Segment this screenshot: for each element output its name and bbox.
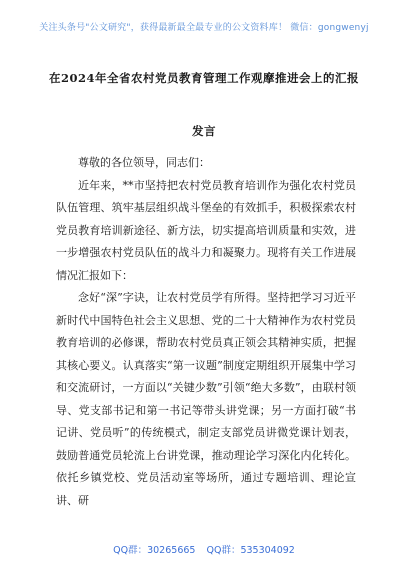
qq-group-2: QQ群：535304092 (206, 545, 295, 556)
paragraph-section-1: 念好“深”字诀，让农村党员学有所得。坚持把学习习近平新时代中国特色社会主义思想、党的二十大精神作为农村党员教育培训的必修课，帮助农村党员真正领会其精神实质，把握其核心要义。认真落实“第一议题”制度定期组织开展集中学习和交流研讨，一方面以“关键少数”引领“绝大多数”，由联村领导、党支部书记和第一书记等带头讲党课；另一方面打破“书记讲、党员听”的传统模式，制定支部党员讲微党课计划表，鼓励普通党员轮流上台讲党课，推动理论学习深化内化转化。依托乡镇党校、党员活动室等场所，通过专题培训、理论宣讲、研 (56, 291, 356, 507)
paragraph-intro: 近年来，**市坚持把农村党员教育培训作为强化农村党员队伍管理、筑牢基层组织战斗堡垒的有效抓手，积极探索农村党员教育培训新途径、新方法，切实提高培训质量和实效，进一步增强农村党员队伍的战斗力和凝聚力。现将有关工作进展情况汇报如下： (56, 178, 356, 282)
salutation: 尊敬的各位领导，同志们： (78, 156, 210, 169)
document-body (56, 152, 356, 512)
qq-group-1: QQ群：30265665 (113, 545, 196, 556)
document-title-line-1: 在2024年全省农村党员教育管理工作观摩推进会上的汇报 (48, 71, 359, 85)
document-title-line-2: 发言 (192, 124, 216, 138)
header-banner: 关注头条号"公文研究"，获得最新最全最专业的公文资料库！ 微信：gongwenyj (39, 23, 369, 33)
footer-contact (0, 542, 408, 556)
